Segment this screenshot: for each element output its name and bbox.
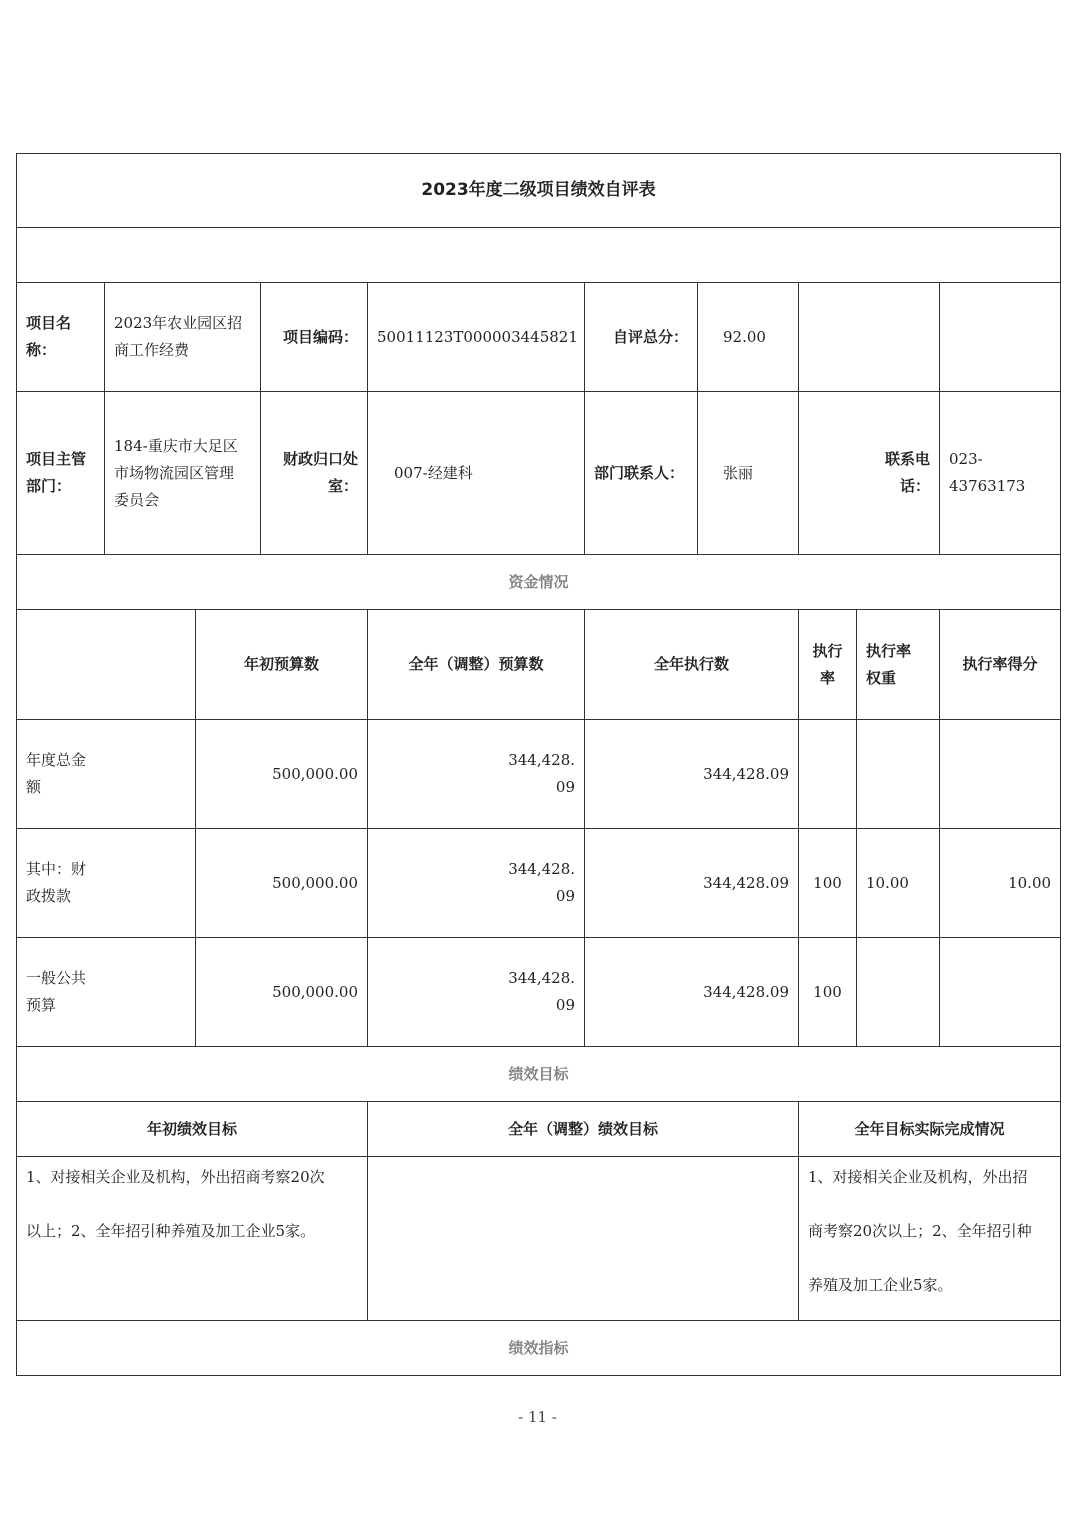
empty-cell [799,283,940,392]
funds-header-rate-line2: 率 [819,668,835,687]
phone-label-line2: 话： [899,477,930,495]
dept-label [17,392,105,555]
evaluation-table [16,153,1061,1376]
funds-row-adjusted [368,720,585,829]
funds-row-adjusted-line2: 09 [555,996,575,1014]
score-label: 自评总分： [585,283,698,392]
funds-row-score [940,720,1061,829]
goals-actual-line3: 养殖及加工企业5家。 [808,1276,953,1294]
project-code-value: 50011123T000003445821 [368,283,585,392]
goals-section-title: 绩效目标 [17,1047,1061,1102]
goals-actual-line2: 商考察20次以上；2、全年招引种 [808,1222,1032,1240]
goals-adjusted-text [368,1157,799,1321]
dept-value-line3: 委员会 [114,490,160,509]
funds-row-weight: 10.00 [857,829,940,938]
funds-row-initial: 500,000.00 [196,829,368,938]
funds-row-adjusted-line2: 09 [555,778,575,796]
funds-row-initial: 500,000.00 [196,938,368,1047]
empty-cell [940,283,1061,392]
funds-row-label-line2: 预算 [26,996,57,1014]
funds-row-initial: 500,000.00 [196,720,368,829]
goals-initial-line1: 1、对接相关企业及机构，外出招商考察20次 [26,1168,325,1186]
funds-header-weight-line1: 执行率 [866,641,912,660]
funds-row-adjusted-line1: 344,428. [508,969,575,987]
funds-header-rate [799,610,857,720]
goals-actual-line1: 1、对接相关企业及机构，外出招 [808,1168,1028,1186]
funds-row-rate: 100 [799,829,857,938]
funds-row-label-line1: 一般公共 [26,969,87,987]
funds-row-weight [857,720,940,829]
funds-row-score [940,938,1061,1047]
funds-row-adjusted-line1: 344,428. [508,751,575,769]
project-name-label-line2: 称： [26,341,57,359]
finance-dept-label-line1: 财政归口处 [282,450,358,468]
finance-dept-label-line2: 室： [327,477,358,495]
funds-row-label [17,720,196,829]
funds-row-label [17,938,196,1047]
funds-row-score: 10.00 [940,829,1061,938]
dept-value-line2: 市场物流园区管理 [114,463,235,482]
funds-header-weight-line2: 权重 [866,668,897,687]
funds-row-rate: 100 [799,938,857,1047]
goals-header-actual: 全年目标实际完成情况 [799,1102,1061,1157]
funds-header-weight [857,610,940,720]
contact-value: 张丽 [698,392,799,555]
funds-header-initial: 年初预算数 [196,610,368,720]
funds-row-adjusted [368,938,585,1047]
funds-row [17,829,1061,938]
funds-row-rate [799,720,857,829]
funds-header-adjusted: 全年（调整）预算数 [368,610,585,720]
funds-row-label-line2: 政拨款 [26,887,72,905]
funds-row-weight [857,938,940,1047]
evaluation-form [16,153,1060,1376]
funds-row-adjusted-line2: 09 [555,887,575,905]
goals-header-adjusted: 全年（调整）绩效目标 [368,1102,799,1157]
funds-row-adjusted [368,829,585,938]
blank-row [17,228,1061,283]
funds-section-title: 资金情况 [17,555,1061,610]
goals-initial-text [17,1157,368,1321]
goals-actual-text [799,1157,1061,1321]
funds-row-executed: 344,428.09 [585,938,799,1047]
project-name-value [105,283,261,392]
project-name-value-line2: 商工作经费 [114,341,190,359]
form-title: 2023年度二级项目绩效自评表 [17,154,1061,228]
dept-value-line1: 184-重庆市大足区 [114,436,238,455]
funds-row-label-line1: 其中：财 [26,860,87,878]
funds-header-blank [17,610,196,720]
project-code-label: 项目编码： [261,283,368,392]
project-name-value-line1: 2023年农业园区招 [114,314,243,332]
funds-row [17,938,1061,1047]
funds-row-adjusted-line1: 344,428. [508,860,575,878]
dept-value [105,392,261,555]
funds-row [17,720,1061,829]
funds-row-executed: 344,428.09 [585,720,799,829]
funds-row-label-line1: 年度总金 [26,751,87,769]
phone-label-line1: 联系电 [884,450,930,468]
project-name-label-line1: 项目名 [26,314,72,332]
finance-dept-label [261,392,368,555]
goals-header-initial: 年初绩效目标 [17,1102,368,1157]
funds-row-label-line2: 额 [26,778,42,796]
page-number: - 11 - [518,1408,557,1426]
project-name-label [17,283,105,392]
funds-header-score: 执行率得分 [940,610,1061,720]
finance-dept-value: 007-经建科 [368,392,585,555]
dept-label-line1: 项目主管 [26,450,87,468]
indicators-section-title: 绩效指标 [17,1321,1061,1376]
contact-label: 部门联系人： [585,392,698,555]
funds-row-executed: 344,428.09 [585,829,799,938]
score-value: 92.00 [698,283,799,392]
phone-label [799,392,940,555]
funds-header-executed: 全年执行数 [585,610,799,720]
goals-initial-line2: 以上；2、全年招引种养殖及加工企业5家。 [26,1222,316,1240]
funds-row-label [17,829,196,938]
funds-header-rate-line1: 执行 [812,641,843,660]
dept-label-line2: 部门： [26,477,72,495]
phone-value: 023-43763173 [940,392,1061,555]
